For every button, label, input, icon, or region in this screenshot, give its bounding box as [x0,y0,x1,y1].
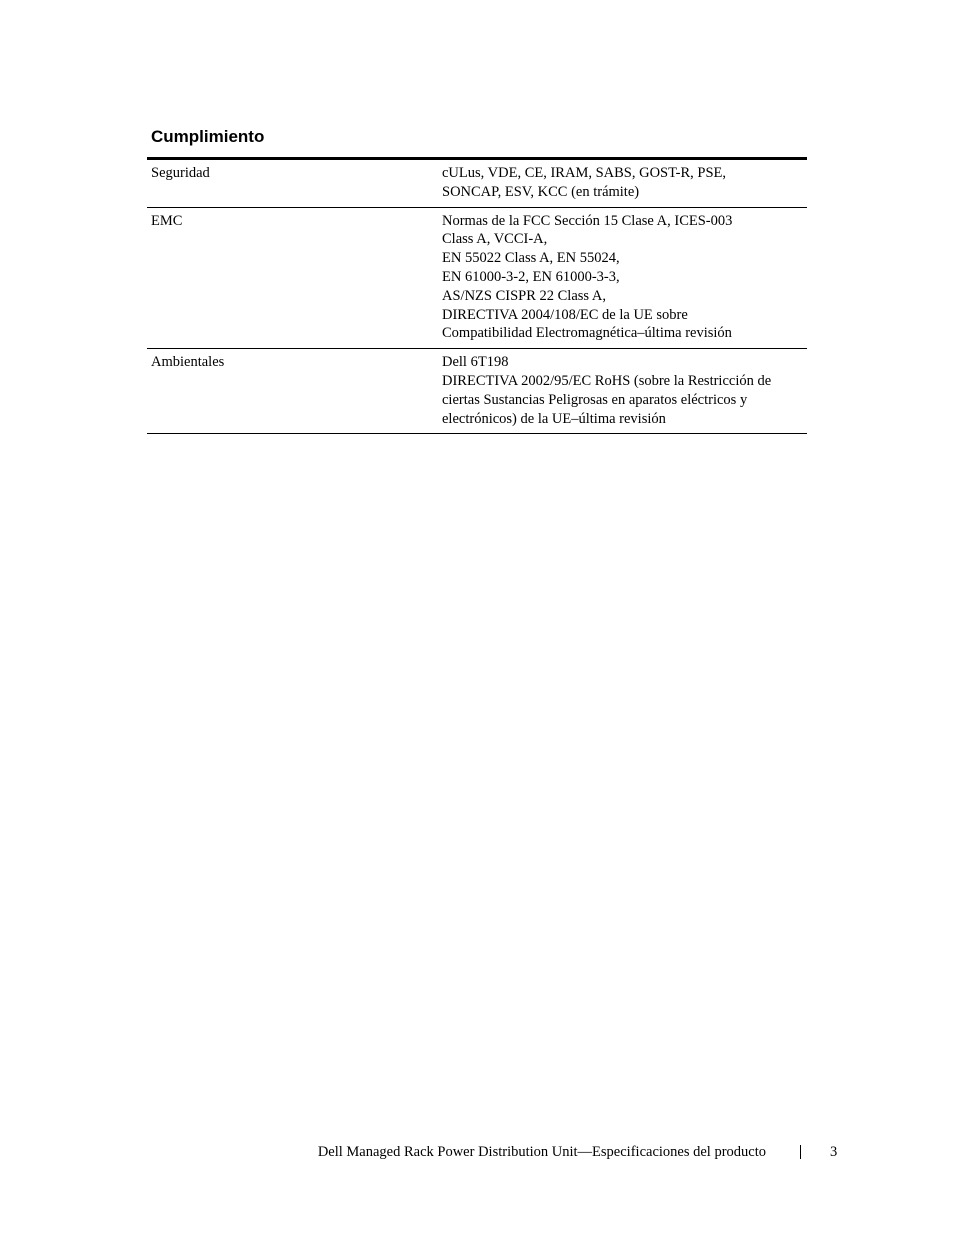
page-number: 3 [830,1144,838,1160]
footer-document-title: Dell Managed Rack Power Distribution Unit—Especificaciones del producto [317,1144,766,1160]
row-value [442,164,807,202]
value-line: DIRECTIVA 2002/95/EC RoHS (sobre la Restricción de [442,372,772,389]
page-footer [0,1143,954,1163]
table-row-ambientales [147,349,807,434]
section-title: Cumplimiento [151,127,265,146]
table-row-seguridad [147,160,807,208]
value-line: Compatibilidad Electromagnética–última revisión [442,325,732,342]
compliance-table [147,157,807,434]
value-line: Class A, VCCI-A, [442,231,548,248]
value-line: AS/NZS CISPR 22 Class A, [442,287,606,304]
value-line: ciertas Sustancias Peligrosas en aparatos eléctricos y [442,391,748,408]
value-line: cULus, VDE, CE, IRAM, SABS, GOST-R, PSE, [442,165,727,181]
table-row-emc [147,208,807,350]
row-value [442,353,807,428]
row-label: Ambientales [151,354,225,371]
value-line: Normas de la FCC Sección 15 Clase A, ICES-003 [442,212,733,229]
value-line: EN 55022 Class A, EN 55024, [442,250,620,267]
row-label: EMC [151,212,183,229]
row-value [442,212,807,344]
value-line: Dell 6T198 [442,354,509,371]
footer-separator [800,1145,801,1159]
value-line: electrónicos) de la UE–última revisión [442,410,666,427]
value-line: SONCAP, ESV, KCC (en trámite) [442,183,640,200]
value-line: EN 61000-3-2, EN 61000-3-3, [442,268,620,285]
value-line: DIRECTIVA 2004/108/EC de la UE sobre [442,306,688,323]
row-label: Seguridad [151,165,210,181]
